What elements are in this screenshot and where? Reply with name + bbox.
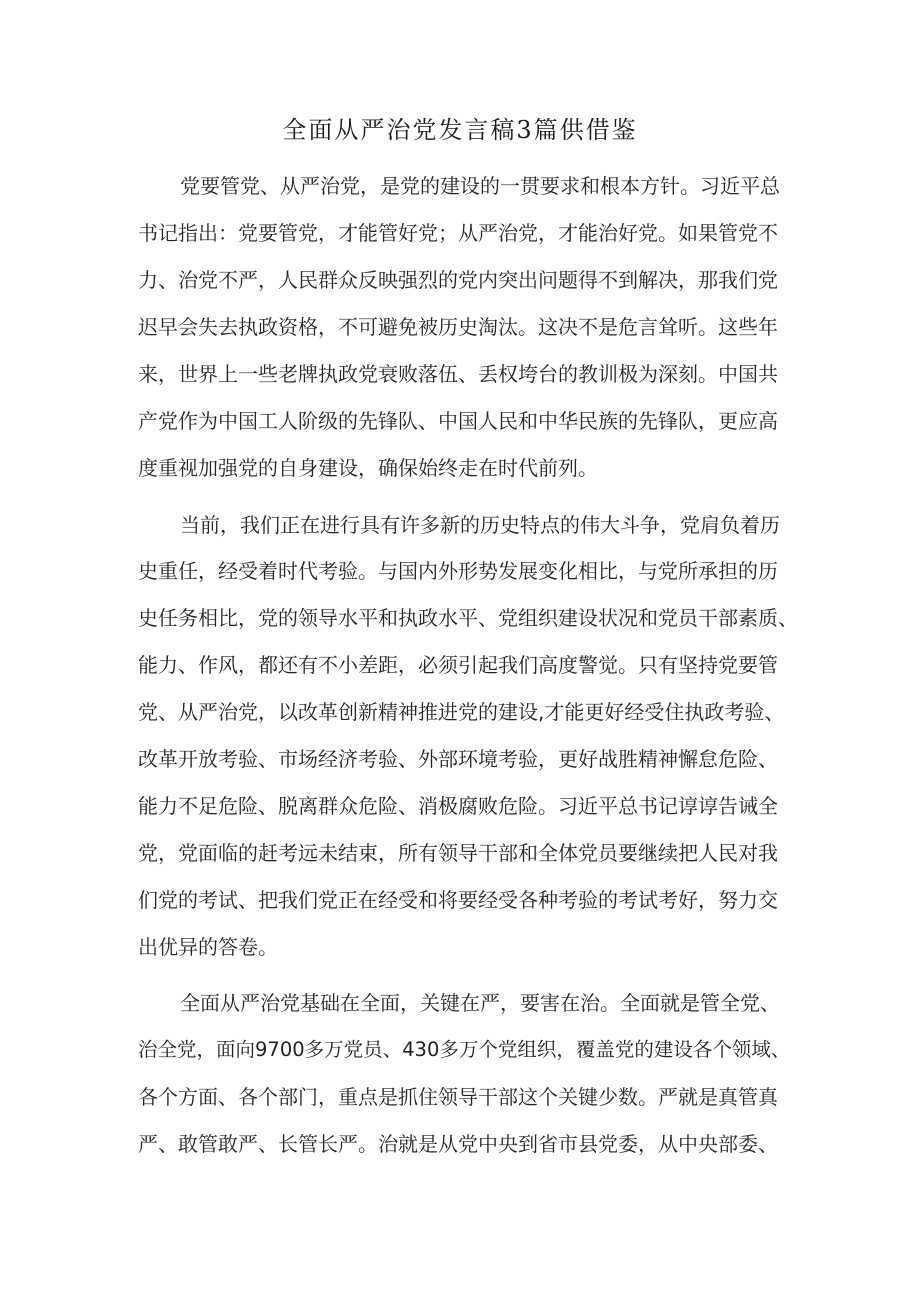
- paragraph-2-line-1: 当前，我们正在进行具有许多新的历史特点的伟大斗争，党肩负着历: [180, 513, 780, 537]
- paragraph-3-line-3: 各个方面、各个部门，重点是抓住领导干部这个关键少数。严就是真管真: [138, 1085, 778, 1109]
- paragraph-3-line-4: 严、敢管敢严、长管长严。治就是从党中央到省市县党委，从中央部委、: [138, 1132, 778, 1156]
- paragraph-2-line-2: 史重任，经受着时代考验。与国内外形势发展变化相比，与党所承担的历: [138, 559, 778, 583]
- paragraph-1-line-2: 书记指出：党要管党，才能管好党；从严治党，才能治好党。如果管党不: [138, 221, 778, 245]
- paragraph-2-line-7: 能力不足危险、脱离群众危险、消极腐败危险。习近平总书记谆谆告诫全: [138, 794, 778, 818]
- paragraph-2-line-6: 改革开放考验、市场经济考验、外部环境考验，更好战胜精神懈怠危险、: [138, 747, 778, 771]
- paragraph-3-line-1: 全面从严治党基础在全面，关键在严，要害在治。全面就是管全党、: [180, 991, 780, 1015]
- paragraph-2-line-9: 们党的考试、把我们党正在经受和将要经受各种考验的考试考好，努力交: [138, 888, 778, 912]
- paragraph-2-line-10: 出优异的答卷。: [138, 935, 278, 959]
- paragraph-2-line-8: 党，党面临的赶考远未结束，所有领导干部和全体党员要继续把人民对我: [138, 841, 778, 865]
- paragraph-2-line-3: 史任务相比，党的领导水平和执政水平、党组织建设状况和党员干部素质、: [138, 606, 798, 630]
- paragraph-2-line-5: 党、从严治党，以改革创新精神推进党的建设,才能更好经受住执政考验、: [138, 700, 785, 724]
- paragraph-2-line-4: 能力、作风，都还有不小差距，必须引起我们高度警觉。只有坚持党要管: [138, 653, 778, 677]
- paragraph-1-line-5: 来，世界上一些老牌执政党衰败落伍、丢权垮台的教训极为深刻。中国共: [138, 362, 778, 386]
- paragraph-1-line-6: 产党作为中国工人阶级的先锋队、中国人民和中华民族的先锋队，更应高: [138, 409, 778, 433]
- paragraph-1-line-3: 力、治党不严，人民群众反映强烈的党内突出问题得不到解决，那我们党: [138, 268, 778, 292]
- paragraph-1-line-4: 迟早会失去执政资格，不可避免被历史淘汰。这决不是危言耸听。这些年: [138, 315, 778, 339]
- paragraph-1-line-7: 度重视加强党的自身建设，确保始终走在时代前列。: [138, 456, 598, 480]
- paragraph-1-line-1: 党要管党、从严治党，是党的建设的一贯要求和根本方针。习近平总: [180, 174, 780, 198]
- paragraph-3-line-2: 治全党，面向9700多万党员、430多万个党组织，覆盖党的建设各个领域、: [138, 1038, 791, 1061]
- document-title: 全面从严治党发言稿3篇供借鉴: [282, 116, 638, 144]
